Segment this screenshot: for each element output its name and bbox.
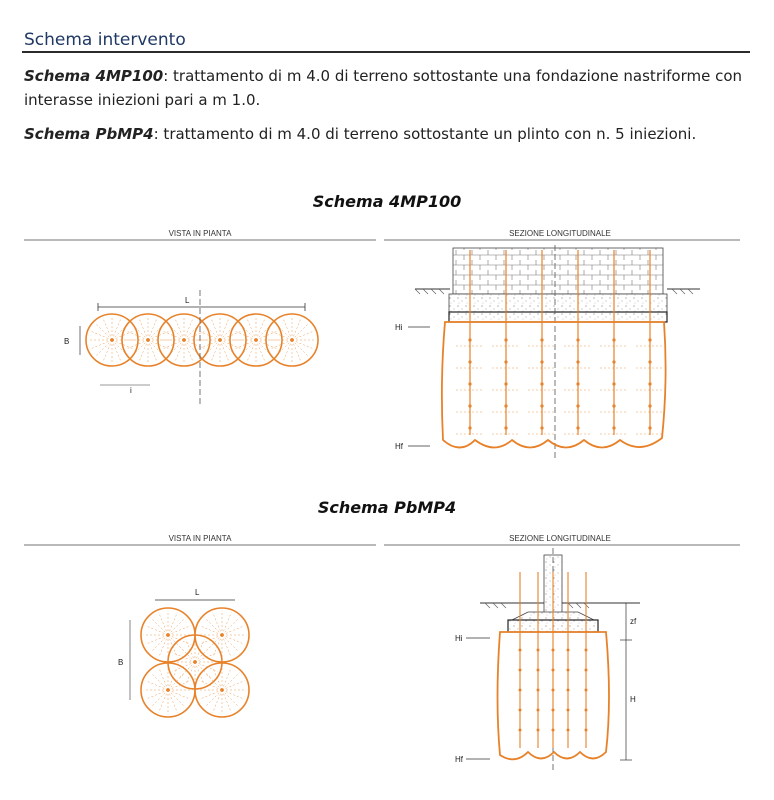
dim-B-plan: B <box>64 337 70 346</box>
dim-L-plan-2: L <box>195 588 200 597</box>
section-view-label-2: SEZIONE LONGITUDINALE <box>509 534 611 543</box>
plan-view-label-2: VISTA IN PIANTA <box>168 534 232 543</box>
scheme-name-4mp100: Schema 4MP100 <box>24 67 164 85</box>
section-view-label: SEZIONE LONGITUDINALE <box>509 229 611 238</box>
scheme-desc-4mp100: : trattamento di m 4.0 di terreno sottostante una fondazione nastriforme con interasse iniezioni pari a m 1.0. <box>24 67 743 109</box>
dim-L-plan: L <box>185 296 190 305</box>
dim-Hi-section: Hi <box>395 323 403 332</box>
dim-B-plan-2: B <box>118 658 124 667</box>
heading-underline <box>22 51 750 53</box>
section-strip-foundation <box>395 245 700 460</box>
dim-H-section: H <box>630 695 636 704</box>
scheme-title-4mp100: Schema 4MP100 <box>312 192 462 211</box>
paragraph-4mp100 <box>24 64 759 112</box>
paragraph-pbmp4 <box>24 122 759 146</box>
dim-Hf-section-2: Hf <box>455 755 463 764</box>
dim-Hi-section-2: Hi <box>455 634 463 643</box>
scheme-title-pbmp4: Schema PbMP4 <box>317 498 457 517</box>
section-plinth <box>455 548 640 770</box>
scheme-desc-pbmp4: : trattamento di m 4.0 di terreno sottostante un plinto con n. 5 iniezioni. <box>153 125 697 143</box>
plan-strip-foundation <box>64 290 318 405</box>
scheme-name-pbmp4: Schema PbMP4 <box>24 125 154 143</box>
dim-i-plan: i <box>130 386 132 395</box>
plan-view-label: VISTA IN PIANTA <box>168 229 232 238</box>
section-heading: Schema intervento <box>24 30 186 50</box>
scheme-pbmp4-drawing <box>0 530 774 790</box>
dim-zf-section: zf <box>630 617 637 626</box>
plan-plinth <box>118 588 249 717</box>
dim-Hf-section: Hf <box>395 442 403 451</box>
scheme-4mp100-drawing <box>0 220 774 480</box>
